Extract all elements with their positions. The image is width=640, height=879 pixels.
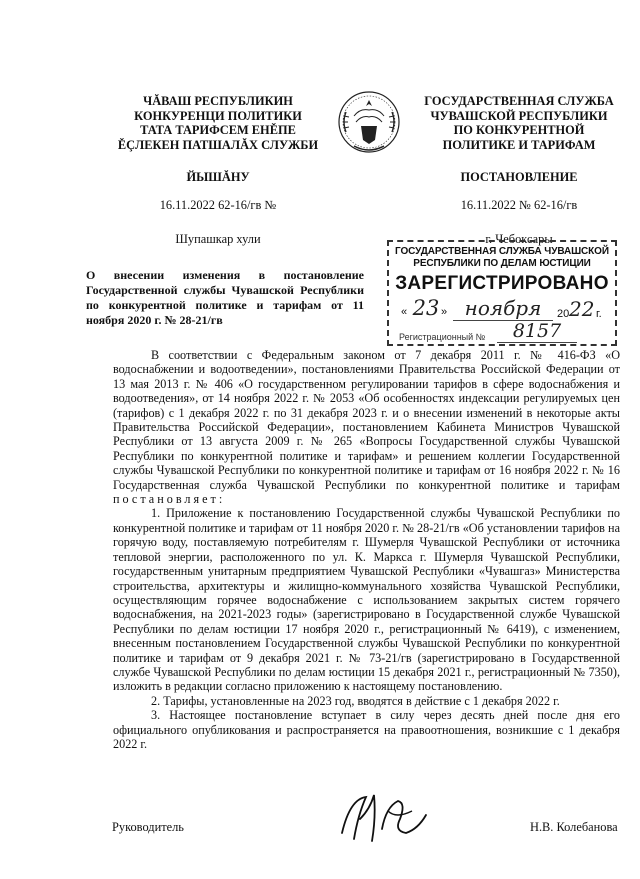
signatory-position: Руководитель	[112, 820, 184, 834]
body-item-3: 3. Настоящее постановление вступает в силу через десять дней после дня его официального опубликования и распространяется на правоотношения, возникшие с 1 декабря 2022 г.	[113, 708, 620, 751]
header-right-line: ЧУВАШСКОЙ РЕСПУБЛИКИ	[430, 108, 608, 123]
stamp-year-prefix: 20	[557, 308, 570, 320]
stamp-number-label: Регистрационный №	[399, 332, 486, 342]
place-right: г. Чебоксары	[485, 232, 553, 246]
stamp-title-line: ГОСУДАРСТВЕННАЯ СЛУЖБА ЧУВАШСКОЙ	[395, 246, 609, 257]
stamp-title-line: РЕСПУБЛИКИ ПО ДЕЛАМ ЮСТИЦИИ	[413, 258, 591, 269]
body-item-1: 1. Приложение к постановлению Государственной службы Чувашской Республики по конкурентной политике и тарифам от 11 ноября 2020 г. № 28-21/гв «Об установлении тарифов на горячую воду, поставляемую потребителям г. Шумерля Чувашской Республики от источника тепловой энергии, расположенного по ул. К. Маркса г. Шумерля Чувашской Республики, государственным унитарным предприятием Чувашской Республики «Чувашгаз» Министерства строительства, архитектуры и жилищно-коммунального хозяйства Чувашской Республики, осуществляющим горячее водоснабжение с использованием закрытых систем горячего водоснабжения, на 2021-2023 годы» (зарегистрировано в Государственной службе Чувашской Республики по делам юстиции 17 ноября 2020 г., регистрационный № 6419), с изменением, внесенным постановлением Государственной службы Чувашской Республики по конкурентной политике и тарифам от 9 декабря 2021 г. № 73-21/гв (зарегистрировано в Государственной службе Чувашской Республики по делам юстиции 15 декабря 2021 г., регистрационный № 7350), изложить в редакции согласно приложению к настоящему постановлению.	[113, 506, 620, 694]
date-number-left: 16.11.2022 62-16/гв №	[159, 198, 277, 212]
registration-stamp	[387, 240, 617, 346]
header-right-line: ПО КОНКУРЕНТНОЙ	[453, 123, 585, 138]
header-left-line: ĚÇЛЕКЕН ПАТШАЛĂХ СЛУЖБИ	[117, 137, 319, 152]
header-right-line: ПОЛИТИКЕ И ТАРИФАМ	[442, 137, 596, 152]
stamp-year-suffix: г.	[596, 308, 602, 320]
decree-word: постановляет:	[113, 492, 226, 507]
date-number-right: 16.11.2022 № 62-16/гв	[460, 198, 578, 212]
coat-of-arms-emblem	[332, 86, 406, 158]
header-right-block	[410, 94, 628, 152]
document-subject: О внесении изменения в постановление Государственной службы Чувашской Республики по конкурентной политике и тарифам от 11 ноября 2020 г. № 28-21/гв	[86, 268, 364, 327]
stamp-year: 22	[569, 297, 595, 321]
document-body	[113, 348, 620, 751]
header-left-line: ТАТА ТАРИФСЕМ ЕНĚПЕ	[140, 123, 296, 138]
header-right-line: ГОСУДАРСТВЕННАЯ СЛУЖБА	[424, 94, 614, 108]
stamp-quote-close: »	[441, 306, 448, 318]
preamble-text: В соответствии с Федеральным законом от 7 декабря 2011 г. № 416-ФЗ «О водоснабжении и водоотведении», постановлениями Правительства Российской Федерации от 13 мая 2013 г. № 406 «О государственном регулировании тарифов в сфере водоснабжения и водоотведения», от 14 ноября 2022 г. № 2053 «Об особенностях индексации регулируемых цен (тарифов) с 1 декабря 2022 г. по 31 декабря 2023 г. и о внесении изменений в некоторые акты Правительства Российской Федерации», постановлением Кабинета Министров Чувашской Республики от 13 августа 2009 г. № 265 «Вопросы Государственной службы Чувашской Республики по конкурентной политике и тарифам» и решением коллегии Государственной службы Чувашской Республики по конкурентной политике и тарифам от 16 ноября 2022 г. № 16 Государственная служба Чувашской Республики по конкурентной политике и тарифам	[113, 348, 620, 492]
signatory-name: Н.В. Колебанова	[530, 820, 618, 834]
doc-type-left: ЙЫШĂНУ	[186, 170, 250, 184]
stamp-day: 23	[412, 296, 440, 320]
stamp-quote-open: «	[401, 306, 408, 318]
body-preamble	[113, 348, 620, 506]
header-left-line: КОНКУРЕНЦИ ПОЛИТИКИ	[134, 108, 302, 123]
stamp-number: 8157	[497, 320, 577, 343]
handwritten-signature	[336, 789, 432, 845]
stamp-month: ноября	[453, 296, 553, 321]
doc-type-right: ПОСТАНОВЛЕНИЕ	[460, 170, 578, 184]
stamp-title	[389, 246, 615, 270]
header-left-line: ЧĂВАШ РЕСПУБЛИКИН	[143, 94, 293, 108]
body-item-2: 2. Тарифы, установленные на 2023 год, вводятся в действие с 1 декабря 2022 г.	[151, 693, 560, 708]
stamp-registered: ЗАРЕГИСТРИРОВАНО	[395, 273, 609, 294]
place-left: Шупашкар хули	[175, 232, 261, 246]
header-left-block	[104, 94, 332, 152]
